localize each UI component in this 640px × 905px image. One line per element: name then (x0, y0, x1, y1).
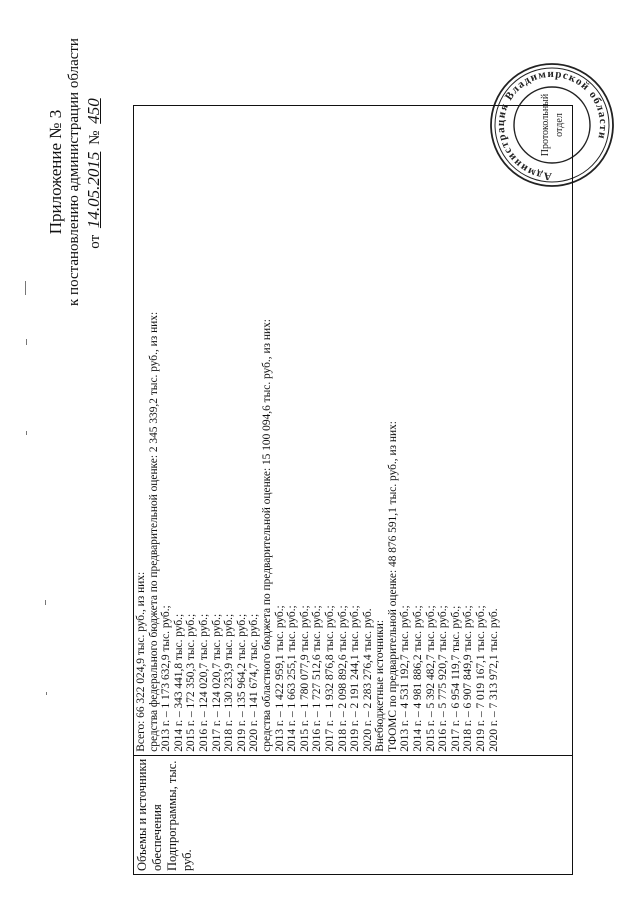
year-line: 2016 г. – 5 775 920,7 тыс. руб.; (437, 605, 450, 752)
content-cell (134, 106, 573, 756)
total-line: Всего: 66 322 024,9 тыс. руб., из них: (135, 571, 147, 752)
year-line: 2016 г. – 124 020,7 тыс. руб.; (197, 613, 210, 752)
year-line: 2017 г. – 1 932 876,8 тыс. руб.; (323, 605, 336, 752)
label-cell (134, 755, 573, 874)
year-line: 2014 г. – 4 981 886,2 тыс. руб.; (412, 605, 425, 752)
year-line: 2019 г. – 2 191 244,1 тыс. руб.; (349, 605, 362, 752)
year-line: 2019 г. – 7 019 167,1 тыс. руб.; (475, 605, 488, 752)
year-line: 2018 г. – 130 233,9 тыс. руб.; (223, 613, 236, 752)
funding-table (133, 105, 573, 875)
appendix-header (46, 7, 105, 337)
year-line: 2014 г. – 343 441,8 тыс. руб.; (172, 613, 185, 752)
appendix-subtitle: к постановлению администрации области (66, 38, 82, 306)
svg-text:Протокольный: Протокольный (540, 93, 551, 157)
year-line: 2017 г. – 124 020,7 тыс. руб.; (210, 613, 223, 752)
federal-heading: средства федерального бюджета по предварительной оценке: 2 345 339,2 тыс. руб., из них: (147, 311, 160, 752)
decree-number-label: № (87, 130, 103, 145)
decree-date: 14.05.2015 (84, 151, 103, 229)
table-row (134, 106, 573, 875)
decree-prefix: от (87, 234, 103, 249)
decree-ref (84, 7, 105, 337)
label-line: Подпрограммы, тыс. (165, 760, 179, 871)
year-line: 2018 г. – 6 907 849,9 тыс. руб.; (462, 605, 475, 752)
year-line: 2019 г. – 135 964,2 тыс. руб.; (235, 613, 248, 752)
year-line: 2016 г. – 1 727 512,6 тыс. руб.; (311, 605, 324, 752)
tfoms-heading: ТФОМС по предварительной оценке: 48 876 591,1 тыс. руб., из них: (386, 421, 399, 752)
year-line: 2013 г. – 1 422 959,1 тыс. руб.; (273, 605, 286, 752)
year-line: 2020 г. – 141 674,7 тыс. руб.; (248, 613, 261, 752)
year-line: 2015 г. – 1 780 077,9 тыс. руб.; (298, 605, 311, 752)
label-line: руб. (180, 849, 194, 871)
regional-heading: средства областного бюджета по предварительной оценке: 15 100 094,6 тыс. руб., из них: (260, 319, 273, 752)
year-line: 2017 г. – 6 954 119,7 тыс. руб.; (449, 605, 462, 752)
year-line: 2013 г. – 1 173 632,9 тыс. руб.; (160, 605, 173, 752)
svg-text:отдел: отдел (554, 113, 565, 137)
extrabudget-heading: Внебюджетные источники: (374, 619, 387, 752)
decree-number: 450 (84, 98, 103, 124)
year-line: 2014 г. – 1 663 255,1 тыс. руб.; (286, 605, 299, 752)
year-line: 2020 г. – 2 283 276,4 тыс. руб. (361, 608, 374, 752)
label-line: обеспечения (150, 804, 164, 871)
label-line: Объемы и источники (135, 758, 149, 871)
year-line: 2018 г. – 2 098 892,6 тыс. руб.; (336, 605, 349, 752)
year-line: 2015 г. – 172 350,3 тыс. руб.; (185, 613, 198, 752)
year-line: 2020 г. – 7 313 972,1 тыс. руб. (487, 608, 500, 752)
year-line: 2015 г. – 5 392 482,7 тыс. руб.; (424, 605, 437, 752)
svg-text:Администрация Владимирской обл: Администрация Владимирской области (494, 67, 610, 183)
year-line: 2013 г. – 4 531 192,7 тыс. руб.; (399, 605, 412, 752)
appendix-title: Приложение № 3 (46, 109, 65, 235)
